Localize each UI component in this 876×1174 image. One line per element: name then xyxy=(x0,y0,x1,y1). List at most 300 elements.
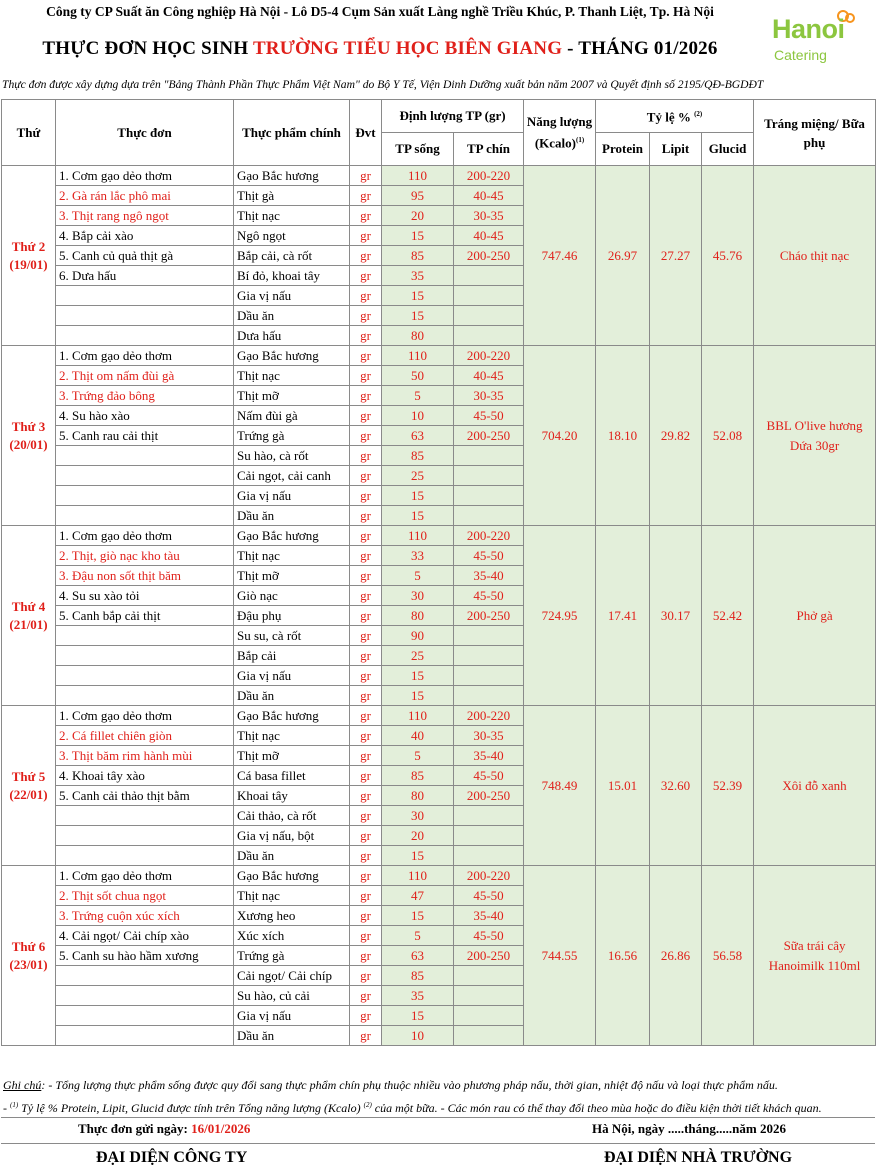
cooked-amount-cell xyxy=(454,806,524,826)
dish-cell: 4. Cải ngọt/ Cải chíp xào xyxy=(56,926,234,946)
cooked-amount-cell: 35-40 xyxy=(454,746,524,766)
menu-body xyxy=(2,166,876,1046)
dish-cell: 2. Cá fillet chiên giòn xyxy=(56,726,234,746)
raw-amount-cell: 5 xyxy=(382,746,454,766)
col-thuc-pham: Thực phẩm chính xyxy=(234,100,350,166)
dish-cell: 3. Đậu non sốt thịt băm xyxy=(56,566,234,586)
dish-cell: 3. Thịt băm rim hành mùi xyxy=(56,746,234,766)
dish-cell xyxy=(56,1026,234,1046)
food-cell: Gạo Bắc hương xyxy=(234,706,350,726)
food-cell: Đậu phụ xyxy=(234,606,350,626)
food-cell: Gia vị nấu xyxy=(234,1006,350,1026)
lipit-cell: 27.27 xyxy=(650,166,702,346)
raw-amount-cell: 85 xyxy=(382,966,454,986)
cooked-amount-cell: 200-250 xyxy=(454,946,524,966)
dish-cell: 1. Cơm gạo dẻo thơm xyxy=(56,866,234,886)
energy-cell: 748.49 xyxy=(524,706,596,866)
day-date: (19/01) xyxy=(9,256,48,272)
food-cell: Bắp cải, cà rốt xyxy=(234,246,350,266)
note-line-1 xyxy=(3,1075,875,1095)
dish-cell xyxy=(56,666,234,686)
cooked-amount-cell: 200-220 xyxy=(454,166,524,186)
dessert-cell: BBL O'live hương Dứa 30gr xyxy=(754,346,876,526)
day-label: Thứ 2 xyxy=(11,238,46,254)
protein-cell: 17.41 xyxy=(596,526,650,706)
dish-cell xyxy=(56,846,234,866)
food-cell: Giò nạc xyxy=(234,586,350,606)
col-dinh-luong: Định lượng TP (gr) xyxy=(382,100,524,133)
unit-cell: gr xyxy=(350,506,382,526)
unit-cell: gr xyxy=(350,306,382,326)
food-cell: Thịt nạc xyxy=(234,546,350,566)
dish-cell: 3. Trứng cuộn xúc xích xyxy=(56,906,234,926)
food-cell: Khoai tây xyxy=(234,786,350,806)
cooked-amount-cell xyxy=(454,1006,524,1026)
food-cell: Gia vị nấu, bột xyxy=(234,826,350,846)
unit-cell: gr xyxy=(350,1006,382,1026)
logo-sub: Catering xyxy=(774,47,827,63)
cooked-amount-cell: 30-35 xyxy=(454,726,524,746)
unit-cell: gr xyxy=(350,286,382,306)
notes-label: Ghi chú xyxy=(3,1078,42,1092)
dish-cell xyxy=(56,966,234,986)
place-date: Hà Nội, ngày .....tháng.....năm 2026 xyxy=(592,1121,786,1136)
raw-amount-cell: 63 xyxy=(382,426,454,446)
dish-cell xyxy=(56,486,234,506)
protein-cell: 26.97 xyxy=(596,166,650,346)
dessert-cell: Xôi đỗ xanh xyxy=(754,706,876,866)
food-cell: Gia vị nấu xyxy=(234,666,350,686)
cooked-amount-cell xyxy=(454,826,524,846)
raw-amount-cell: 15 xyxy=(382,906,454,926)
day-cell xyxy=(2,166,56,346)
divider xyxy=(1,1117,875,1118)
unit-cell: gr xyxy=(350,866,382,886)
day-date: (20/01) xyxy=(9,436,48,452)
dish-cell xyxy=(56,826,234,846)
unit-cell: gr xyxy=(350,426,382,446)
note-1-text: : - Tổng lượng thực phẩm sống được quy đổi sang thực phẩm chín phụ thuộc nhiều vào phương pháp nấu, thời gian, nhiệt độ nấu và loại thực phẩm nấu. xyxy=(41,1078,778,1092)
table-row xyxy=(2,346,876,366)
glucid-cell: 52.42 xyxy=(702,526,754,706)
food-cell: Dầu ăn xyxy=(234,306,350,326)
unit-cell: gr xyxy=(350,186,382,206)
unit-cell: gr xyxy=(350,926,382,946)
unit-cell: gr xyxy=(350,1026,382,1046)
sent-date-value: 16/01/2026 xyxy=(191,1121,251,1136)
food-cell: Gạo Bắc hương xyxy=(234,526,350,546)
food-cell: Gia vị nấu xyxy=(234,286,350,306)
glucid-cell: 56.58 xyxy=(702,866,754,1046)
raw-amount-cell: 15 xyxy=(382,286,454,306)
hanoi-catering-logo xyxy=(766,8,866,66)
raw-amount-cell: 33 xyxy=(382,546,454,566)
dish-cell xyxy=(56,806,234,826)
dish-cell xyxy=(56,306,234,326)
dish-cell: 1. Cơm gạo dẻo thơm xyxy=(56,166,234,186)
food-cell: Cá basa fillet xyxy=(234,766,350,786)
food-cell: Xúc xích xyxy=(234,926,350,946)
menu-table xyxy=(1,99,876,1046)
lipit-cell: 32.60 xyxy=(650,706,702,866)
unit-cell: gr xyxy=(350,246,382,266)
note-line-2 xyxy=(3,1095,875,1115)
dish-cell: 2. Gà rán lắc phô mai xyxy=(56,186,234,206)
note-2-a: - xyxy=(3,1101,10,1115)
dish-cell: 1. Cơm gạo dẻo thơm xyxy=(56,346,234,366)
food-cell: Su su, cà rốt xyxy=(234,626,350,646)
day-label: Thứ 6 xyxy=(11,938,46,954)
raw-amount-cell: 5 xyxy=(382,566,454,586)
dish-cell xyxy=(56,1006,234,1026)
protein-cell: 15.01 xyxy=(596,706,650,866)
food-cell: Cải ngọt, cải canh xyxy=(234,466,350,486)
cooked-amount-cell xyxy=(454,286,524,306)
dish-cell: 5. Canh củ quả thịt gà xyxy=(56,246,234,266)
unit-cell: gr xyxy=(350,646,382,666)
food-cell: Su hào, củ cải xyxy=(234,986,350,1006)
food-cell: Thịt nạc xyxy=(234,726,350,746)
dish-cell: 2. Thịt sốt chua ngọt xyxy=(56,886,234,906)
cooked-amount-cell xyxy=(454,466,524,486)
cooked-amount-cell: 200-250 xyxy=(454,606,524,626)
cooked-amount-cell: 45-50 xyxy=(454,406,524,426)
food-cell: Gia vị nấu xyxy=(234,486,350,506)
unit-cell: gr xyxy=(350,206,382,226)
food-cell: Su hào, cà rốt xyxy=(234,446,350,466)
cooked-amount-cell: 200-250 xyxy=(454,786,524,806)
cooked-amount-cell: 35-40 xyxy=(454,906,524,926)
raw-amount-cell: 30 xyxy=(382,586,454,606)
dish-cell xyxy=(56,686,234,706)
cooked-amount-cell xyxy=(454,986,524,1006)
food-cell: Thịt mỡ xyxy=(234,566,350,586)
raw-amount-cell: 63 xyxy=(382,946,454,966)
food-cell: Gạo Bắc hương xyxy=(234,866,350,886)
raw-amount-cell: 80 xyxy=(382,326,454,346)
unit-cell: gr xyxy=(350,626,382,646)
table-row xyxy=(2,706,876,726)
cooked-amount-cell xyxy=(454,506,524,526)
col-nang-luong xyxy=(524,100,596,166)
cooked-amount-cell xyxy=(454,306,524,326)
raw-amount-cell: 110 xyxy=(382,706,454,726)
food-cell: Cải ngọt/ Cải chíp xyxy=(234,966,350,986)
page-title xyxy=(0,38,760,60)
dish-cell xyxy=(56,986,234,1006)
cooked-amount-cell: 45-50 xyxy=(454,586,524,606)
raw-amount-cell: 35 xyxy=(382,986,454,1006)
unit-cell: gr xyxy=(350,686,382,706)
rep-school: ĐẠI DIỆN NHÀ TRƯỜNG xyxy=(604,1149,793,1166)
col-trang-mieng: Tráng miệng/ Bữa phụ xyxy=(754,100,876,166)
food-cell: Dầu ăn xyxy=(234,686,350,706)
unit-cell: gr xyxy=(350,786,382,806)
food-cell: Gạo Bắc hương xyxy=(234,346,350,366)
rep-company: ĐẠI DIỆN CÔNG TY xyxy=(96,1149,248,1166)
unit-cell: gr xyxy=(350,886,382,906)
protein-cell: 16.56 xyxy=(596,866,650,1046)
dish-cell xyxy=(56,326,234,346)
unit-cell: gr xyxy=(350,846,382,866)
day-label: Thứ 4 xyxy=(11,598,46,614)
raw-amount-cell: 15 xyxy=(382,486,454,506)
day-label: Thứ 5 xyxy=(11,768,46,784)
raw-amount-cell: 90 xyxy=(382,626,454,646)
dish-cell: 3. Trứng đảo bông xyxy=(56,386,234,406)
raw-amount-cell: 80 xyxy=(382,606,454,626)
raw-amount-cell: 15 xyxy=(382,306,454,326)
day-cell xyxy=(2,346,56,526)
cooked-amount-cell xyxy=(454,686,524,706)
unit-cell: gr xyxy=(350,366,382,386)
raw-amount-cell: 35 xyxy=(382,266,454,286)
energy-cell: 744.55 xyxy=(524,866,596,1046)
company-header: Công ty CP Suất ăn Công nghiệp Hà Nội - Lô D5-4 Cụm Sản xuất Làng nghề Triều Khúc, P. Thanh Liệt, Tp. Hà Nội xyxy=(46,4,714,19)
unit-cell: gr xyxy=(350,766,382,786)
raw-amount-cell: 110 xyxy=(382,166,454,186)
dish-cell: 4. Khoai tây xào xyxy=(56,766,234,786)
divider xyxy=(1,1143,875,1144)
raw-amount-cell: 85 xyxy=(382,446,454,466)
cooked-amount-cell: 40-45 xyxy=(454,186,524,206)
notes xyxy=(3,1075,875,1115)
raw-amount-cell: 50 xyxy=(382,366,454,386)
dish-cell: 2. Thịt om nấm đùi gà xyxy=(56,366,234,386)
day-cell xyxy=(2,866,56,1046)
dish-cell: 4. Su su xào tỏi xyxy=(56,586,234,606)
lipit-cell: 29.82 xyxy=(650,346,702,526)
title-school: TRƯỜNG TIỂU HỌC BIÊN GIANG xyxy=(252,38,563,59)
unit-cell: gr xyxy=(350,666,382,686)
unit-cell: gr xyxy=(350,526,382,546)
col-tp-chin: TP chín xyxy=(454,133,524,166)
unit-cell: gr xyxy=(350,966,382,986)
raw-amount-cell: 85 xyxy=(382,766,454,786)
dish-cell xyxy=(56,506,234,526)
food-cell: Gạo Bắc hương xyxy=(234,166,350,186)
sent-date xyxy=(78,1121,250,1137)
food-cell: Dầu ăn xyxy=(234,1026,350,1046)
raw-amount-cell: 15 xyxy=(382,226,454,246)
food-cell: Thịt nạc xyxy=(234,886,350,906)
lipit-cell: 26.86 xyxy=(650,866,702,1046)
cooked-amount-cell xyxy=(454,326,524,346)
raw-amount-cell: 80 xyxy=(382,786,454,806)
unit-cell: gr xyxy=(350,826,382,846)
day-label: Thứ 3 xyxy=(11,418,46,434)
note-sup-2: (2) xyxy=(363,1101,372,1109)
dessert-cell: Phở gà xyxy=(754,526,876,706)
energy-cell: 747.46 xyxy=(524,166,596,346)
cooked-amount-cell: 35-40 xyxy=(454,566,524,586)
dish-cell: 3. Thịt rang ngô ngọt xyxy=(56,206,234,226)
raw-amount-cell: 15 xyxy=(382,506,454,526)
food-cell: Thịt nạc xyxy=(234,206,350,226)
raw-amount-cell: 95 xyxy=(382,186,454,206)
dish-cell: 1. Cơm gạo dẻo thơm xyxy=(56,526,234,546)
unit-cell: gr xyxy=(350,746,382,766)
cooked-amount-cell xyxy=(454,626,524,646)
food-cell: Ngô ngọt xyxy=(234,226,350,246)
dish-cell: 5. Canh bắp cải thịt xyxy=(56,606,234,626)
dish-cell xyxy=(56,286,234,306)
food-cell: Bắp cải xyxy=(234,646,350,666)
cooked-amount-cell xyxy=(454,666,524,686)
raw-amount-cell: 40 xyxy=(382,726,454,746)
raw-amount-cell: 15 xyxy=(382,846,454,866)
food-cell: Nấm đùi gà xyxy=(234,406,350,426)
dish-cell: 4. Bắp cải xào xyxy=(56,226,234,246)
unit-cell: gr xyxy=(350,226,382,246)
dish-cell: 5. Canh rau cải thịt xyxy=(56,426,234,446)
unit-cell: gr xyxy=(350,726,382,746)
food-cell: Trứng gà xyxy=(234,426,350,446)
cooked-amount-cell xyxy=(454,266,524,286)
raw-amount-cell: 47 xyxy=(382,886,454,906)
note-2-c: của một bữa. - Các món rau có thể thay đổi theo mùa hoặc do điều kiện thời tiết khách quan. xyxy=(371,1101,822,1115)
cooked-amount-cell xyxy=(454,966,524,986)
food-cell: Thịt gà xyxy=(234,186,350,206)
sent-label: Thực đơn gửi ngày: xyxy=(78,1121,192,1136)
food-cell: Thịt nạc xyxy=(234,366,350,386)
unit-cell: gr xyxy=(350,986,382,1006)
dish-cell: 6. Dưa hấu xyxy=(56,266,234,286)
cooked-amount-cell: 45-50 xyxy=(454,886,524,906)
raw-amount-cell: 10 xyxy=(382,406,454,426)
raw-amount-cell: 110 xyxy=(382,866,454,886)
unit-cell: gr xyxy=(350,326,382,346)
glucid-cell: 52.39 xyxy=(702,706,754,866)
nang-luong-label: Năng lượng (Kcalo) xyxy=(526,113,593,151)
table-row xyxy=(2,166,876,186)
cooked-amount-cell: 200-220 xyxy=(454,866,524,886)
table-row xyxy=(2,866,876,886)
cooked-amount-cell: 40-45 xyxy=(454,226,524,246)
subtitle-reference: Thực đơn được xây dựng dựa trên "Bảng Thành Phần Thực Phẩm Việt Nam" do Bộ Y Tế, Viện Dinh Dưỡng xuất bản năm 2007 và Quyết định số 2195/QĐ-BGDĐT xyxy=(2,78,764,91)
cooked-amount-cell: 200-220 xyxy=(454,526,524,546)
cooked-amount-cell: 200-220 xyxy=(454,346,524,366)
unit-cell: gr xyxy=(350,806,382,826)
raw-amount-cell: 110 xyxy=(382,526,454,546)
raw-amount-cell: 110 xyxy=(382,346,454,366)
dish-cell: 5. Canh cải thảo thịt bằm xyxy=(56,786,234,806)
raw-amount-cell: 15 xyxy=(382,686,454,706)
col-protein: Protein xyxy=(596,133,650,166)
raw-amount-cell: 25 xyxy=(382,466,454,486)
col-tp-song: TP sống xyxy=(382,133,454,166)
note-sup-1: (1) xyxy=(10,1101,19,1109)
unit-cell: gr xyxy=(350,266,382,286)
raw-amount-cell: 15 xyxy=(382,1006,454,1026)
ty-le-label: Tỷ lệ % xyxy=(646,109,691,125)
cooked-amount-cell: 40-45 xyxy=(454,366,524,386)
cooked-amount-cell: 45-50 xyxy=(454,546,524,566)
unit-cell: gr xyxy=(350,946,382,966)
food-cell: Thịt mỡ xyxy=(234,746,350,766)
day-cell xyxy=(2,706,56,866)
dish-cell xyxy=(56,646,234,666)
unit-cell: gr xyxy=(350,586,382,606)
food-cell: Xương heo xyxy=(234,906,350,926)
col-thu: Thứ xyxy=(2,100,56,166)
cooked-amount-cell: 200-220 xyxy=(454,706,524,726)
glucid-cell: 45.76 xyxy=(702,166,754,346)
day-cell xyxy=(2,526,56,706)
title-suffix: - THÁNG 01/2026 xyxy=(562,38,718,59)
col-dvt: Đvt xyxy=(350,100,382,166)
cooked-amount-cell xyxy=(454,646,524,666)
unit-cell: gr xyxy=(350,166,382,186)
unit-cell: gr xyxy=(350,906,382,926)
title-prefix: THỰC ĐƠN HỌC SINH xyxy=(42,38,253,59)
logo-name: Hanoi xyxy=(772,14,845,44)
cooked-amount-cell: 45-50 xyxy=(454,766,524,786)
col-lipit: Lipit xyxy=(650,133,702,166)
energy-cell: 704.20 xyxy=(524,346,596,526)
glucid-cell: 52.08 xyxy=(702,346,754,526)
cooked-amount-cell: 200-250 xyxy=(454,426,524,446)
unit-cell: gr xyxy=(350,546,382,566)
dish-cell xyxy=(56,626,234,646)
unit-cell: gr xyxy=(350,346,382,366)
cooked-amount-cell: 200-250 xyxy=(454,246,524,266)
dessert-cell: Sữa trái cây Hanoimilk 110ml xyxy=(754,866,876,1046)
raw-amount-cell: 5 xyxy=(382,386,454,406)
raw-amount-cell: 5 xyxy=(382,926,454,946)
food-cell: Bí đỏ, khoai tây xyxy=(234,266,350,286)
dessert-cell: Cháo thịt nạc xyxy=(754,166,876,346)
dish-cell: 5. Canh su hào hầm xương xyxy=(56,946,234,966)
col-thuc-don: Thực đơn xyxy=(56,100,234,166)
unit-cell: gr xyxy=(350,706,382,726)
unit-cell: gr xyxy=(350,606,382,626)
raw-amount-cell: 20 xyxy=(382,206,454,226)
food-cell: Trứng gà xyxy=(234,946,350,966)
unit-cell: gr xyxy=(350,406,382,426)
raw-amount-cell: 20 xyxy=(382,826,454,846)
ty-le-sup: (2) xyxy=(694,110,703,119)
raw-amount-cell: 85 xyxy=(382,246,454,266)
unit-cell: gr xyxy=(350,386,382,406)
food-cell: Dưa hấu xyxy=(234,326,350,346)
dish-cell: 1. Cơm gạo dẻo thơm xyxy=(56,706,234,726)
dish-cell xyxy=(56,446,234,466)
cooked-amount-cell: 45-50 xyxy=(454,926,524,946)
note-2-b: Tỷ lệ % Protein, Lipit, Glucid được tính trên Tổng năng lượng (Kcalo) xyxy=(18,1101,364,1115)
unit-cell: gr xyxy=(350,486,382,506)
day-date: (23/01) xyxy=(9,956,48,972)
food-cell: Dầu ăn xyxy=(234,506,350,526)
table-row xyxy=(2,526,876,546)
raw-amount-cell: 10 xyxy=(382,1026,454,1046)
lipit-cell: 30.17 xyxy=(650,526,702,706)
raw-amount-cell: 30 xyxy=(382,806,454,826)
food-cell: Cải thảo, cà rốt xyxy=(234,806,350,826)
col-glucid: Glucid xyxy=(702,133,754,166)
col-ty-le xyxy=(596,100,754,133)
unit-cell: gr xyxy=(350,566,382,586)
food-cell: Dầu ăn xyxy=(234,846,350,866)
dish-cell: 2. Thịt, giò nạc kho tàu xyxy=(56,546,234,566)
protein-cell: 18.10 xyxy=(596,346,650,526)
day-date: (21/01) xyxy=(9,616,48,632)
raw-amount-cell: 15 xyxy=(382,666,454,686)
cooked-amount-cell: 30-35 xyxy=(454,206,524,226)
cooked-amount-cell xyxy=(454,486,524,506)
unit-cell: gr xyxy=(350,446,382,466)
cooked-amount-cell xyxy=(454,446,524,466)
